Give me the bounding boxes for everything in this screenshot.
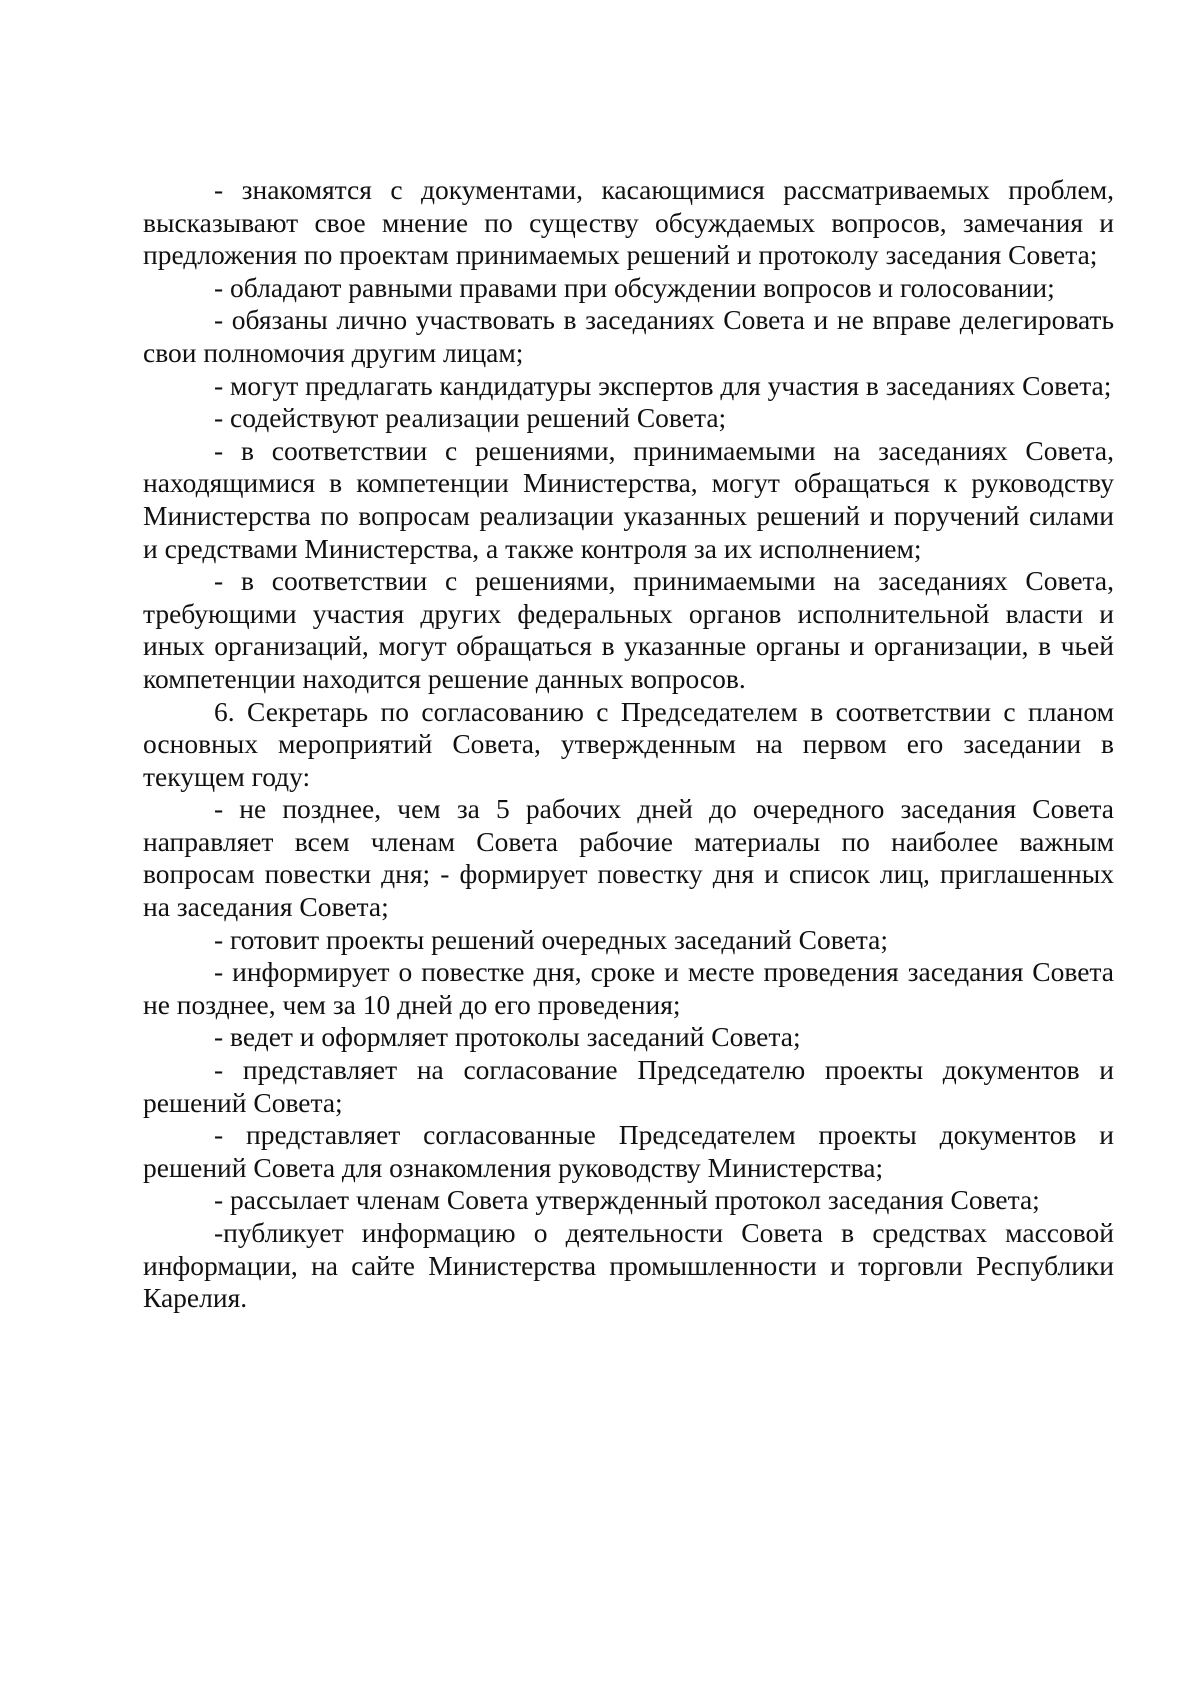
paragraph-submit-for-approval: - представляет на согласование Председателю проекты документов и решений Совета; [143,1054,1114,1118]
paragraph-appeal-other-bodies: - в соответствии с решениями, принимаемыми на заседаниях Совета, требующими участия других федеральных органов исполнительной власти и иных организаций, могут обращаться в указанные органы и организации, в чьей компетенции находится решение данных вопросов. [143,565,1114,694]
paragraph-submit-to-ministry: - представляет согласованные Председателем проекты документов и решений Совета для ознакомления руководству Министерства; [143,1119,1114,1183]
paragraph-personal-participation: - обязаны лично участвовать в заседаниях Совета и не вправе делегировать свои полномочия другим лицам; [143,304,1114,368]
paragraph-equal-rights: - обладают равными правами при обсуждении вопросов и голосовании; [214,271,1055,303]
paragraph-assist-decisions: - содействуют реализации решений Совета; [214,402,727,434]
paragraph-publish-information: -публикует информацию о деятельности Совета в средствах массовой информации, на сайте Министерства промышленности и торговли Республики Карелия. [143,1217,1114,1314]
paragraph-send-materials: - не позднее, чем за 5 рабочих дней до очередного заседания Совета направляет всем членам Совета рабочие материалы по наиболее важным вопросам повестки дня; - формирует повестку дня и список лиц, приглашенных на заседания Совета; [143,793,1114,923]
paragraph-inform-agenda: - информирует о повестке дня, сроке и месте проведения заседания Совета не позднее, чем за 10 дней до его проведения; [143,956,1114,1020]
paragraph-propose-experts: - могут предлагать кандидатуры экспертов для участия в заседаниях Совета; [214,369,1112,401]
paragraph-keep-minutes: - ведет и оформляет протоколы заседаний Совета; [214,1021,801,1053]
paragraph-distribute-minutes: - рассылает членам Совета утвержденный протокол заседания Совета; [214,1184,1040,1216]
paragraph-prepare-drafts: - готовит проекты решений очередных заседаний Совета; [214,923,888,955]
paragraph-familiarize-documents: - знакомятся с документами, касающимися рассматриваемых проблем, высказывают свое мнение по существу обсуждаемых вопросов, замечания и предложения по проектам принимаемых решений и протоколу заседания Совета; [143,174,1114,271]
paragraph-appeal-ministry: - в соответствии с решениями, принимаемыми на заседаниях Совета, находящимися в компетенции Министерства, могут обращаться к руководству Министерства по вопросам реализации указанных решений и поручений силами и средствами Министерства, а также контроля за их исполнением; [143,434,1114,564]
document-body [143,174,1114,1315]
paragraph-secretary-duties: 6. Секретарь по согласованию с Председателем в соответствии с планом основных мероприятий Совета, утвержденным на первом его заседании в текущем году: [143,695,1114,792]
